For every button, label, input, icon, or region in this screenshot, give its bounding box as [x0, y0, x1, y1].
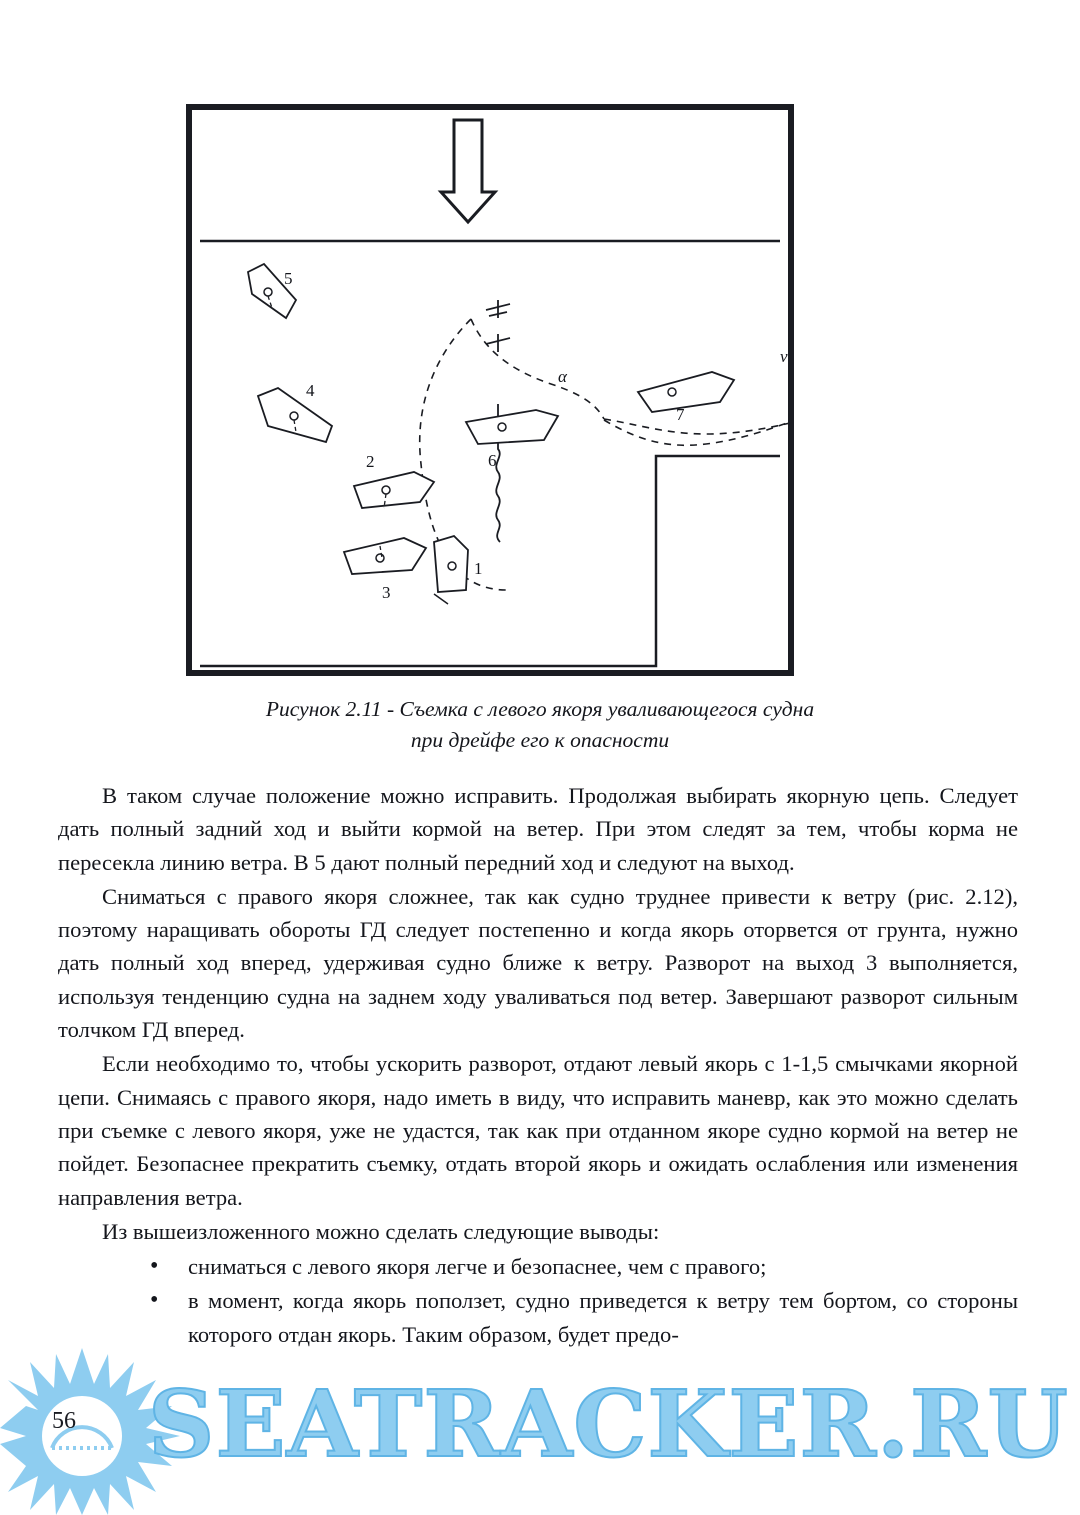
ship-label-4: 4 — [306, 381, 315, 400]
anchor-symbol-mid — [486, 334, 510, 352]
ship-7 — [638, 372, 734, 412]
figure-2-11 — [186, 104, 794, 676]
ship-label-3: 3 — [382, 583, 391, 602]
ship-label-1: 1 — [474, 559, 483, 578]
list-item — [58, 1284, 1018, 1351]
ship-label-7: 7 — [676, 405, 685, 424]
danger-outline — [200, 456, 780, 666]
axis-label-v: v — [780, 347, 788, 366]
ship-2 — [354, 472, 434, 508]
ship-1 — [434, 536, 468, 604]
ship-6 — [466, 410, 558, 444]
conclusions-list — [58, 1250, 1018, 1351]
angle-label-alpha: α — [558, 367, 567, 386]
ship-4 — [258, 388, 332, 442]
ship-label-6: 6 — [488, 451, 497, 470]
wind-direction-arrow — [441, 120, 495, 222]
bullet-icon: • — [150, 1253, 159, 1280]
body-text — [58, 779, 1018, 1352]
page-number: 56 — [52, 1408, 76, 1434]
watermark-text: SEATRACKER.RU — [148, 1370, 1069, 1478]
trajectory-left — [420, 319, 471, 566]
figure-caption — [120, 694, 960, 756]
figure-caption-line2: при дрейфе его к опасности — [410, 728, 670, 752]
ship-label-2: 2 — [366, 452, 375, 471]
list-item-text: сниматься с левого якоря легче и безопаснее, чем с правого; — [188, 1254, 767, 1280]
list-item-text: в момент, когда якорь поползет, судно приведется к ветру тем бортом, со стороны которого отдан якорь. Таким образом, будет предо- — [188, 1288, 1018, 1347]
ship-label-5: 5 — [284, 269, 293, 288]
trajectory-right — [604, 404, 794, 434]
anchor-symbol-top — [486, 300, 510, 318]
ship-3 — [344, 538, 426, 574]
paragraph-2: Сниматься с правого якоря сложнее, так как судно труднее привести к ветру (рис. 2.12), поэтому наращивать обороты ГД следует постепенно и когда якорь оторвется от грунта, нужно дать полный ход вперед, удерживая судно ближе к ветру. Разворот на выход 3 выполняется, используя тенденцию судна на заднем ходу уваливаться под ветер. Завершают разворот сильным толчком ГД вперед. — [58, 883, 1018, 1043]
paragraph-4: Из вышеизложенного можно сделать следующие выводы: — [102, 1218, 660, 1244]
bullet-icon: • — [150, 1287, 159, 1314]
paragraph-3: Если необходимо то, чтобы ускорить разворот, отдают левый якорь с 1-1,5 смычками якорной цепи. Снимаясь с правого якоря, надо иметь в виду, что исправить маневр, как это можно сделать при съемке с левого якоря, уже не удастся, так как при отданном якоре судно кормой на ветер не пойдет. Безопаснее прекратить съемку, отдать второй якорь и ожидать ослабления или изменения направления ветра. — [58, 1051, 1018, 1210]
figure-diagram — [186, 104, 794, 676]
page-footer — [0, 1348, 1080, 1515]
trajectory-upper — [471, 319, 604, 419]
figure-caption-line1: Рисунок 2.11 - Съемка с левого якоря уваливающегося судна — [265, 697, 815, 721]
list-item — [58, 1250, 1018, 1283]
paragraph-1: В таком случае положение можно исправить. Продолжая выбирать якорную цепь. Следует дать полный задний ход и выйти кормой на ветер. При этом следят за тем, чтобы корма не пересекла линию ветра. В 5 дают полный передний ход и следуют на выход. — [58, 783, 1018, 875]
